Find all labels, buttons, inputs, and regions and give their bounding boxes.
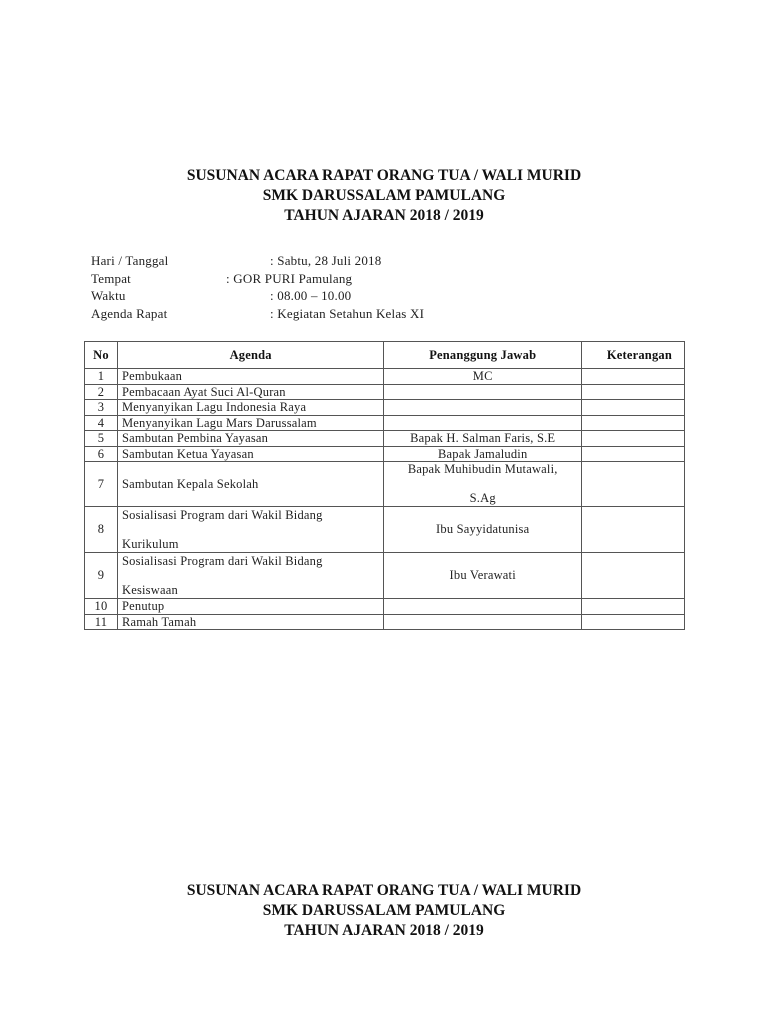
document-title — [0, 166, 768, 226]
cell-agenda: Pembukaan — [117, 369, 383, 385]
cell-no: 10 — [85, 599, 118, 615]
cell-no: 7 — [85, 462, 118, 507]
line-spacer — [388, 477, 577, 491]
cell-penanggung-jawab: Ibu Verawati — [384, 553, 582, 599]
cell-no: 8 — [85, 507, 118, 553]
column-header-penanggung-jawab: Penanggung Jawab — [384, 342, 582, 369]
info-value: : 08.00 – 10.00 — [270, 288, 352, 303]
column-header-agenda: Agenda — [117, 342, 383, 369]
column-header-no: No — [85, 342, 118, 369]
cell-agenda: Sambutan Kepala Sekolah — [117, 462, 383, 507]
column-header-keterangan: Keterangan — [582, 342, 685, 369]
agenda-line-1: Sosialisasi Program dari Wakil Bidang — [121, 507, 323, 522]
cell-no: 6 — [85, 446, 118, 462]
cell-no: 11 — [85, 614, 118, 630]
cell-keterangan — [582, 553, 685, 599]
cell-no: 5 — [85, 431, 118, 447]
cell-keterangan — [582, 507, 685, 553]
title-line-3: TAHUN AJARAN 2018 / 2019 — [284, 922, 484, 939]
cell-no: 1 — [85, 369, 118, 385]
cell-agenda — [117, 553, 383, 599]
cell-penanggung-jawab: Bapak H. Salman Faris, S.E — [384, 431, 582, 447]
line-spacer — [122, 569, 379, 583]
cell-keterangan — [582, 384, 685, 400]
cell-agenda: Ramah Tamah — [117, 614, 383, 630]
table-row — [85, 431, 685, 447]
line-spacer — [122, 523, 379, 537]
table-row — [85, 384, 685, 400]
cell-keterangan — [582, 462, 685, 507]
cell-agenda: Menyanyikan Lagu Indonesia Raya — [117, 400, 383, 416]
title-line-2: SMK DARUSSALAM PAMULANG — [262, 902, 506, 919]
cell-agenda: Sambutan Ketua Yayasan — [117, 446, 383, 462]
info-value: : Sabtu, 28 Juli 2018 — [270, 253, 382, 268]
cell-keterangan — [582, 369, 685, 385]
cell-penanggung-jawab — [384, 462, 582, 507]
table-row — [85, 415, 685, 431]
cell-no: 2 — [85, 384, 118, 400]
agenda-line-1: Sosialisasi Program dari Wakil Bidang — [121, 553, 323, 568]
title-line-1: SUSUNAN ACARA RAPAT ORANG TUA / WALI MURID — [186, 882, 582, 899]
cell-penanggung-jawab: Ibu Sayyidatunisa — [384, 507, 582, 553]
cell-keterangan — [582, 599, 685, 615]
cell-keterangan — [582, 614, 685, 630]
cell-penanggung-jawab — [384, 415, 582, 431]
info-label: Agenda Rapat — [91, 305, 168, 321]
cell-penanggung-jawab: MC — [384, 369, 582, 385]
cell-agenda: Menyanyikan Lagu Mars Darussalam — [117, 415, 383, 431]
title-line-2: SMK DARUSSALAM PAMULANG — [262, 187, 506, 204]
cell-penanggung-jawab — [384, 599, 582, 615]
table-header-row — [85, 342, 685, 369]
cell-keterangan — [582, 400, 685, 416]
table-row — [85, 553, 685, 599]
cell-keterangan — [582, 446, 685, 462]
agenda-line-2: Kurikulum — [121, 536, 179, 551]
table-row — [85, 614, 685, 630]
table-row — [85, 599, 685, 615]
cell-penanggung-jawab — [384, 400, 582, 416]
pj-line-2: S.Ag — [469, 491, 496, 505]
info-label: Tempat — [91, 270, 131, 286]
cell-no: 4 — [85, 415, 118, 431]
cell-no: 3 — [85, 400, 118, 416]
table-row — [85, 446, 685, 462]
table-row — [85, 400, 685, 416]
title-line-3: TAHUN AJARAN 2018 / 2019 — [284, 207, 484, 224]
table-row — [85, 462, 685, 507]
document-title-repeat — [0, 881, 768, 941]
cell-keterangan — [582, 415, 685, 431]
cell-penanggung-jawab: Bapak Jamaludin — [384, 446, 582, 462]
info-value: : GOR PURI Pamulang — [226, 270, 353, 286]
info-value: : Kegiatan Setahun Kelas XI — [270, 305, 425, 321]
cell-keterangan — [582, 431, 685, 447]
agenda-line-2: Kesiswaan — [121, 582, 178, 597]
cell-penanggung-jawab — [384, 614, 582, 630]
cell-penanggung-jawab — [384, 384, 582, 400]
pj-line-1: Bapak Muhibudin Mutawali, — [407, 462, 558, 476]
table-row — [85, 507, 685, 553]
cell-agenda: Pembacaan Ayat Suci Al-Quran — [117, 384, 383, 400]
table-row — [85, 369, 685, 385]
cell-agenda: Sambutan Pembina Yayasan — [117, 431, 383, 447]
info-label: Waktu — [91, 288, 126, 303]
info-label: Hari / Tanggal — [91, 253, 169, 268]
agenda-table — [84, 341, 685, 630]
cell-agenda: Penutup — [117, 599, 383, 615]
title-line-1: SUSUNAN ACARA RAPAT ORANG TUA / WALI MURID — [186, 167, 582, 184]
cell-no: 9 — [85, 553, 118, 599]
cell-agenda — [117, 507, 383, 553]
